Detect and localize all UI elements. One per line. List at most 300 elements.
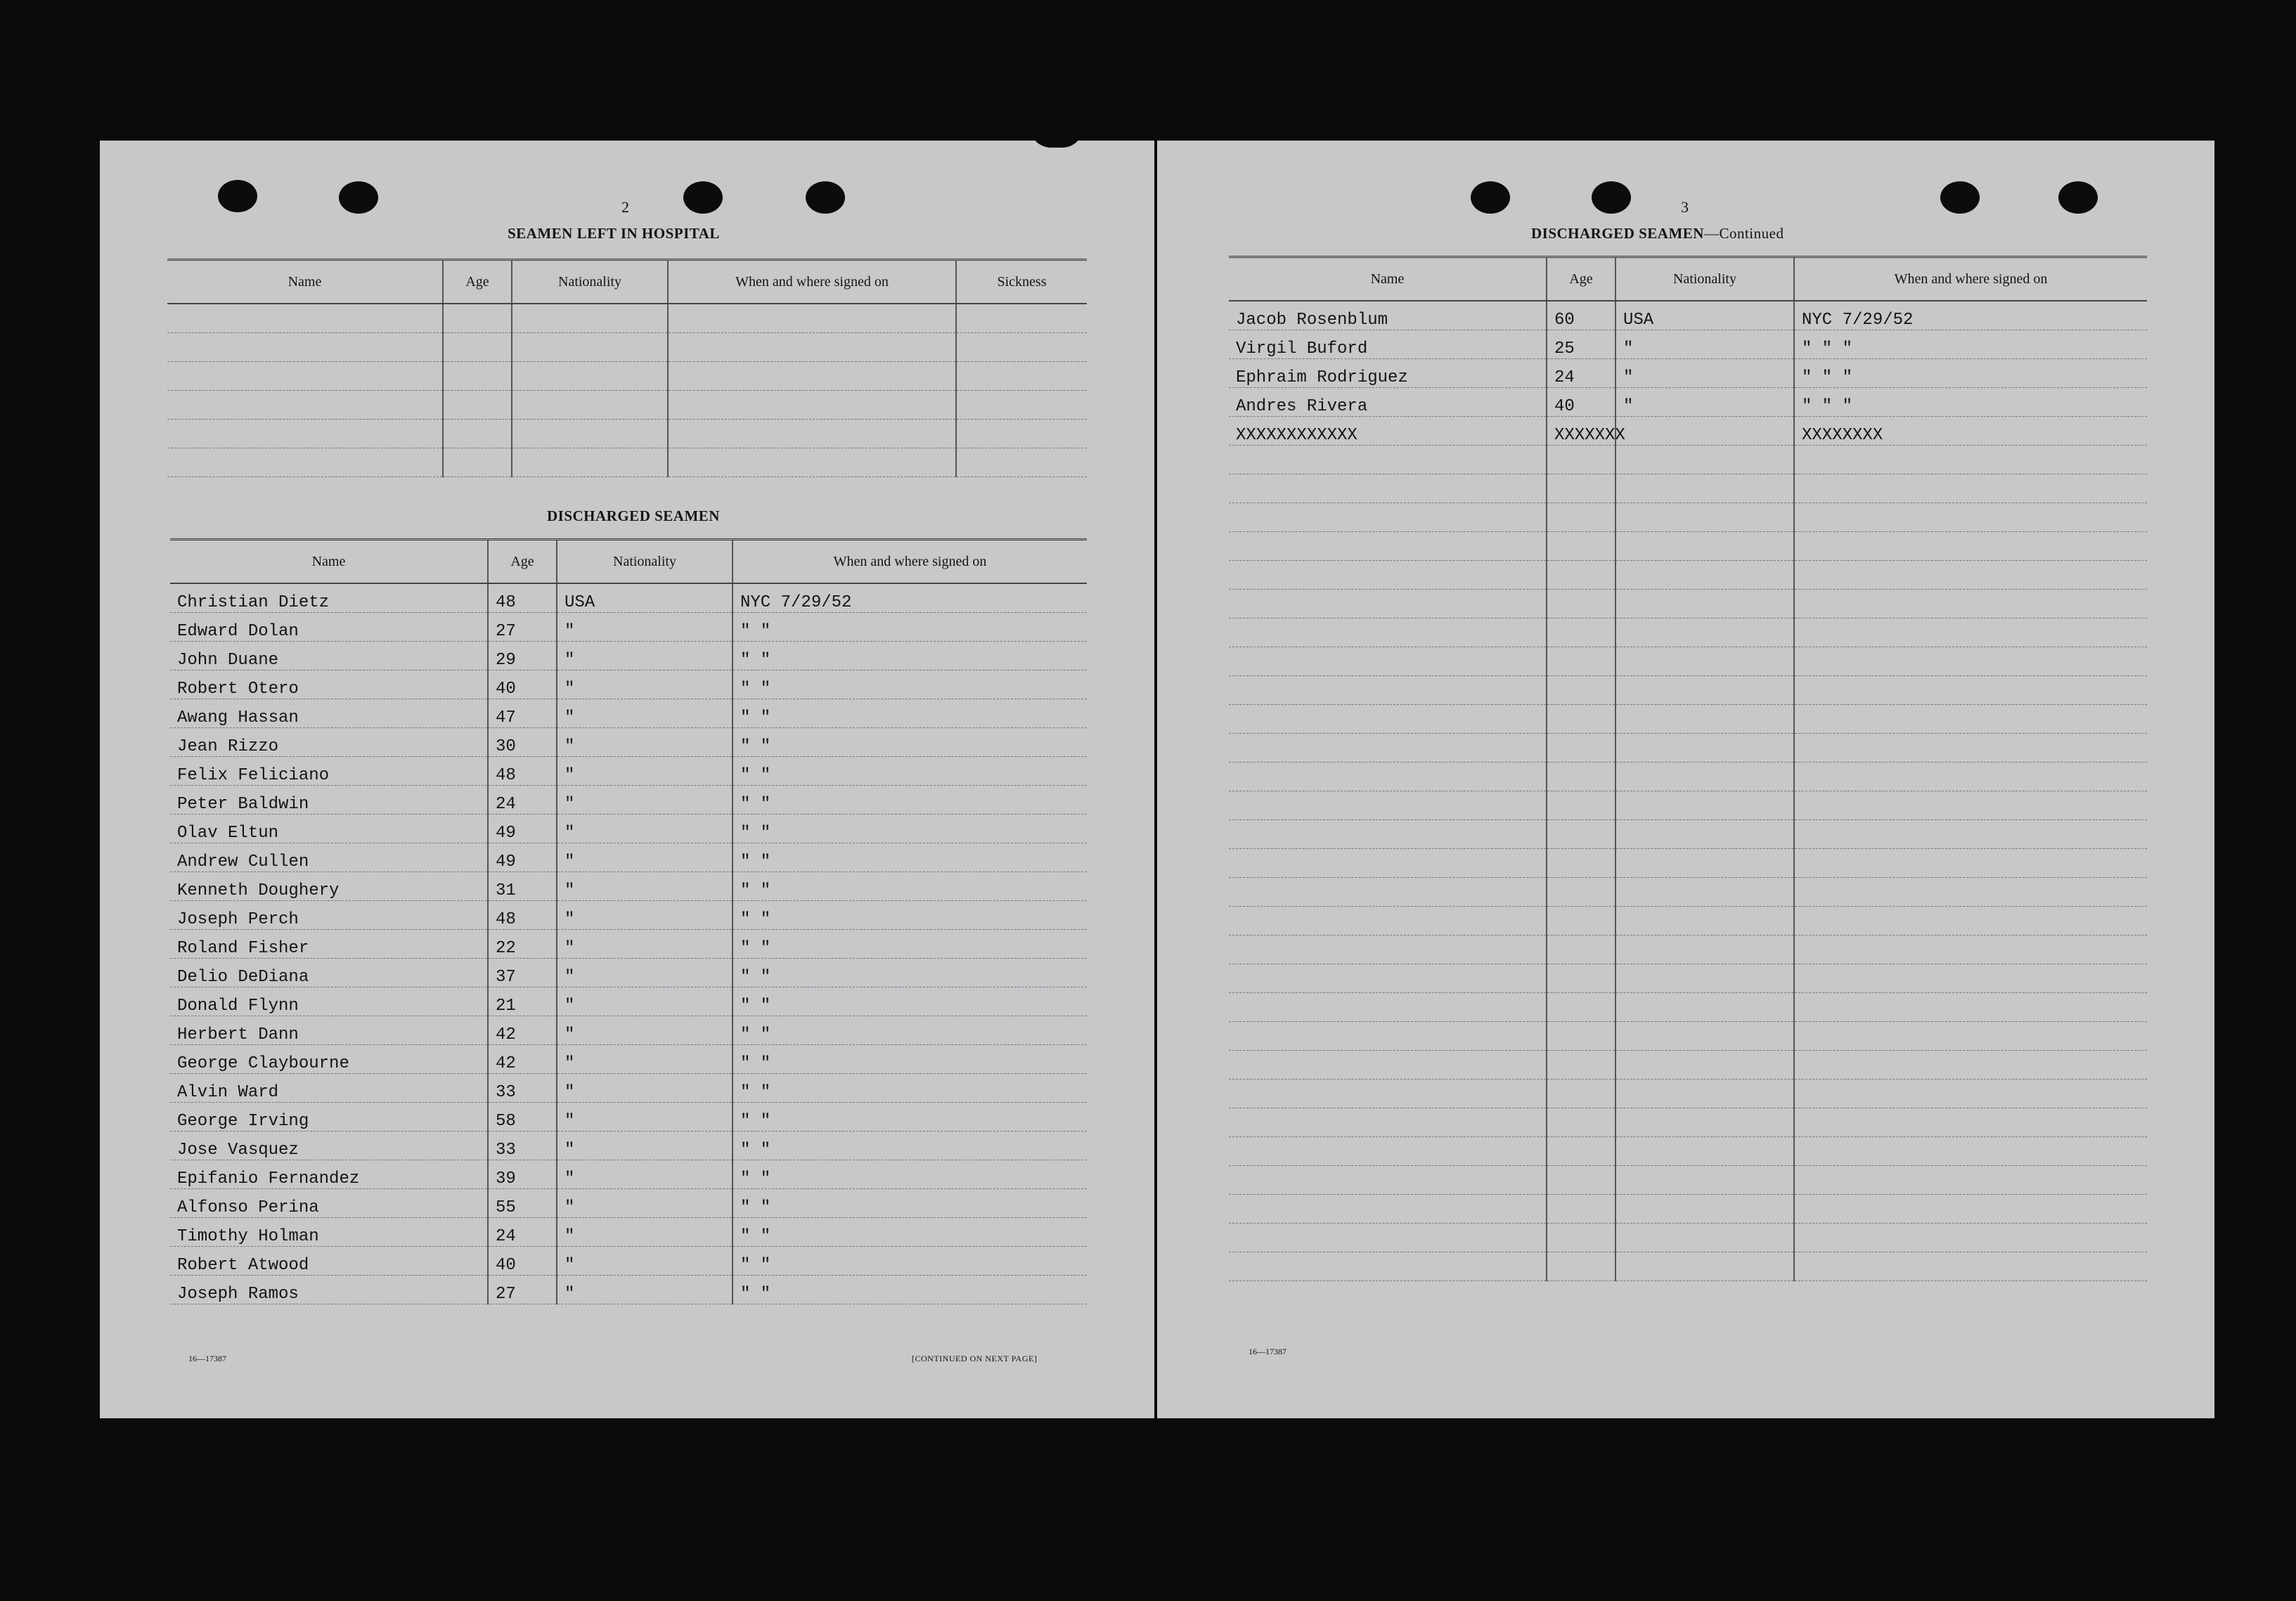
hospital-header-nationality: Nationality [512, 260, 668, 304]
table-row [1229, 388, 2147, 417]
age-cell: 40 [1547, 388, 1615, 417]
blank-row [1229, 532, 2147, 561]
name-cell: Jose Vasquez [170, 1132, 488, 1160]
when-where-cell [668, 420, 956, 448]
table-row [170, 930, 1087, 959]
when-where-cell [1794, 791, 2147, 820]
when-where-cell: " " [733, 1189, 1087, 1218]
when-where-cell: NYC 7/29/52 [1794, 301, 2147, 330]
nationality-cell [1615, 676, 1794, 705]
name-cell [1229, 618, 1547, 647]
name-cell [167, 448, 443, 477]
sickness-cell [956, 333, 1087, 362]
age-cell [1547, 878, 1615, 907]
discharged-header-nationality: Nationality [557, 540, 733, 584]
when-where-cell [1794, 532, 2147, 561]
nationality-cell: " [557, 1247, 733, 1276]
when-where-cell: " " [733, 642, 1087, 670]
age-cell [1547, 446, 1615, 474]
age-cell [1547, 1195, 1615, 1224]
age-cell: 27 [488, 1276, 557, 1304]
nationality-cell: " [557, 613, 733, 642]
age-cell: 48 [488, 757, 557, 786]
punch-hole [1592, 181, 1631, 214]
nationality-cell: " [557, 1103, 733, 1132]
name-cell: Jean Rizzo [170, 728, 488, 757]
name-cell: Andres Rivera [1229, 388, 1547, 417]
when-where-cell: " " [733, 1074, 1087, 1103]
name-cell: Awang Hassan [170, 699, 488, 728]
table-row [170, 1103, 1087, 1132]
nationality-cell [1615, 820, 1794, 849]
when-where-cell [668, 333, 956, 362]
name-cell [1229, 1080, 1547, 1108]
when-where-cell: " " [733, 930, 1087, 959]
table-row [170, 1247, 1087, 1276]
hospital-table-body [167, 304, 1087, 477]
name-cell [1229, 705, 1547, 734]
table-row [170, 1218, 1087, 1247]
nationality-cell: " [557, 1016, 733, 1045]
sickness-cell [956, 391, 1087, 420]
name-cell [1229, 446, 1547, 474]
nationality-cell: " [557, 1276, 733, 1304]
when-where-cell: " " [733, 843, 1087, 872]
continued-header-nationality: Nationality [1615, 257, 1794, 302]
when-where-cell [1794, 763, 2147, 791]
when-where-cell: " " [733, 815, 1087, 843]
table-row [170, 901, 1087, 930]
nationality-cell [1615, 935, 1794, 964]
when-where-cell [1794, 734, 2147, 763]
nationality-cell [512, 333, 668, 362]
when-where-cell [1794, 474, 2147, 503]
age-cell [1547, 820, 1615, 849]
table-row [170, 959, 1087, 987]
age-cell [443, 448, 512, 477]
nationality-cell: USA [1615, 301, 1794, 330]
blank-row [1229, 705, 2147, 734]
table-row [170, 1160, 1087, 1189]
name-cell [167, 391, 443, 420]
age-cell [1547, 503, 1615, 532]
discharged-continued-table [1229, 256, 2147, 1281]
name-cell [1229, 1022, 1547, 1051]
when-where-cell: NYC 7/29/52 [733, 583, 1087, 613]
blank-row [1229, 618, 2147, 647]
hospital-header-name: Name [167, 260, 443, 304]
name-cell [1229, 1137, 1547, 1166]
name-cell: Virgil Buford [1229, 330, 1547, 359]
punch-hole [1471, 181, 1510, 214]
name-cell [1229, 503, 1547, 532]
age-cell [1547, 618, 1615, 647]
age-cell: 31 [488, 872, 557, 901]
discharged-header-age: Age [488, 540, 557, 584]
name-cell [1229, 964, 1547, 993]
name-cell [1229, 1195, 1547, 1224]
nationality-cell [1615, 561, 1794, 590]
table-row [1229, 417, 2147, 446]
name-cell [1229, 849, 1547, 878]
age-cell: 27 [488, 613, 557, 642]
age-cell [1547, 935, 1615, 964]
when-where-cell [1794, 878, 2147, 907]
when-where-cell: " " [733, 959, 1087, 987]
nationality-cell [1615, 417, 1794, 446]
nationality-cell [1615, 1166, 1794, 1195]
name-cell [167, 304, 443, 333]
when-where-cell: " " [733, 901, 1087, 930]
hospital-header-sickness: Sickness [956, 260, 1087, 304]
name-cell: Edward Dolan [170, 613, 488, 642]
nationality-cell: " [557, 815, 733, 843]
nationality-cell [1615, 590, 1794, 618]
age-cell: 40 [488, 1247, 557, 1276]
nationality-cell [512, 420, 668, 448]
hospital-blank-row [167, 304, 1087, 333]
table-row [170, 872, 1087, 901]
age-cell [1547, 647, 1615, 676]
age-cell [1547, 763, 1615, 791]
when-where-cell [1794, 964, 2147, 993]
nationality-cell [1615, 1080, 1794, 1108]
nationality-cell: " [557, 1189, 733, 1218]
when-where-cell: XXXXXXXX [1794, 417, 2147, 446]
blank-row [1229, 1022, 2147, 1051]
age-cell [1547, 734, 1615, 763]
punch-hole [1940, 181, 1980, 214]
when-where-cell [1794, 618, 2147, 647]
nationality-cell [1615, 993, 1794, 1022]
when-where-cell [1794, 1108, 2147, 1137]
age-cell [1547, 474, 1615, 503]
continued-note: [CONTINUED ON NEXT PAGE] [912, 1354, 1038, 1363]
name-cell [1229, 474, 1547, 503]
name-cell [1229, 590, 1547, 618]
name-cell [1229, 935, 1547, 964]
when-where-cell: " " [733, 1103, 1087, 1132]
nationality-cell [512, 391, 668, 420]
name-cell [167, 362, 443, 391]
name-cell [167, 333, 443, 362]
age-cell: 24 [1547, 359, 1615, 388]
name-cell: Felix Feliciano [170, 757, 488, 786]
continued-table-body [1229, 301, 2147, 1281]
nationality-cell: " [557, 757, 733, 786]
nationality-cell [1615, 1108, 1794, 1137]
discharged-table [170, 538, 1087, 1304]
name-cell [1229, 763, 1547, 791]
when-where-cell: " " [733, 1016, 1087, 1045]
when-where-cell [1794, 1166, 2147, 1195]
when-where-cell [1794, 503, 2147, 532]
age-cell: XXXXXXX [1547, 417, 1615, 446]
name-cell: Roland Fisher [170, 930, 488, 959]
age-cell: 47 [488, 699, 557, 728]
nationality-cell: " [557, 1218, 733, 1247]
blank-row [1229, 878, 2147, 907]
when-where-cell [1794, 907, 2147, 935]
hospital-section-title: SEAMEN LEFT IN HOSPITAL [508, 225, 720, 242]
nationality-cell: " [557, 1074, 733, 1103]
sickness-cell [956, 362, 1087, 391]
name-cell: Jacob Rosenblum [1229, 301, 1547, 330]
table-row [170, 987, 1087, 1016]
when-where-cell [1794, 676, 2147, 705]
discharged-section-title: DISCHARGED SEAMEN [547, 507, 720, 524]
when-where-cell [668, 362, 956, 391]
when-where-cell [1794, 446, 2147, 474]
nationality-cell [1615, 1252, 1794, 1281]
form-number: 16—17387 [188, 1354, 226, 1363]
torn-edge [1032, 109, 1081, 148]
name-cell: Robert Otero [170, 670, 488, 699]
table-row [170, 613, 1087, 642]
name-cell: George Irving [170, 1103, 488, 1132]
punch-hole [218, 180, 257, 212]
when-where-cell: " " " [1794, 359, 2147, 388]
age-cell [1547, 561, 1615, 590]
table-row [170, 1045, 1087, 1074]
when-where-cell: " " [733, 1218, 1087, 1247]
age-cell [1547, 1137, 1615, 1166]
name-cell [1229, 1224, 1547, 1252]
discharged-header-when-where: When and where signed on [733, 540, 1087, 584]
age-cell [1547, 1022, 1615, 1051]
blank-row [1229, 676, 2147, 705]
age-cell [443, 391, 512, 420]
blank-row [1229, 935, 2147, 964]
blank-row [1229, 647, 2147, 676]
right-page [1157, 141, 2214, 1418]
table-row [170, 1132, 1087, 1160]
nationality-cell [1615, 474, 1794, 503]
hospital-table [167, 259, 1087, 477]
age-cell: 24 [488, 1218, 557, 1247]
nationality-cell [1615, 849, 1794, 878]
name-cell [1229, 1166, 1547, 1195]
nationality-cell: USA [557, 583, 733, 613]
name-cell: George Claybourne [170, 1045, 488, 1074]
discharged-continued-title [1531, 225, 1784, 242]
name-cell: Joseph Ramos [170, 1276, 488, 1304]
nationality-cell [1615, 705, 1794, 734]
when-where-cell [1794, 1022, 2147, 1051]
when-where-cell [1794, 1080, 2147, 1108]
age-cell [1547, 532, 1615, 561]
when-where-cell [1794, 935, 2147, 964]
blank-row [1229, 1080, 2147, 1108]
table-row [1229, 359, 2147, 388]
name-cell: Alvin Ward [170, 1074, 488, 1103]
when-where-cell: " " [733, 872, 1087, 901]
nationality-cell [1615, 907, 1794, 935]
blank-row [1229, 820, 2147, 849]
when-where-cell [1794, 1137, 2147, 1166]
nationality-cell [1615, 878, 1794, 907]
blank-row [1229, 964, 2147, 993]
age-cell: 48 [488, 583, 557, 613]
age-cell [443, 362, 512, 391]
when-where-cell: " " " [1794, 388, 2147, 417]
when-where-cell [1794, 647, 2147, 676]
age-cell [443, 333, 512, 362]
when-where-cell: " " [733, 699, 1087, 728]
nationality-cell [1615, 791, 1794, 820]
age-cell [1547, 791, 1615, 820]
nationality-cell: " [557, 1132, 733, 1160]
when-where-cell: " " [733, 786, 1087, 815]
age-cell: 25 [1547, 330, 1615, 359]
table-row [170, 757, 1087, 786]
age-cell: 22 [488, 930, 557, 959]
nationality-cell [512, 304, 668, 333]
nationality-cell: " [1615, 359, 1794, 388]
nationality-cell [1615, 1195, 1794, 1224]
nationality-cell [1615, 1022, 1794, 1051]
age-cell: 21 [488, 987, 557, 1016]
age-cell [443, 304, 512, 333]
nationality-cell: " [557, 670, 733, 699]
blank-row [1229, 561, 2147, 590]
hospital-header-when-where: When and where signed on [668, 260, 956, 304]
left-page [100, 141, 1154, 1418]
continued-header-age: Age [1547, 257, 1615, 302]
name-cell [1229, 532, 1547, 561]
when-where-cell: " " " [1794, 330, 2147, 359]
nationality-cell [512, 448, 668, 477]
name-cell: Donald Flynn [170, 987, 488, 1016]
table-row [170, 1016, 1087, 1045]
name-cell [1229, 907, 1547, 935]
age-cell: 60 [1547, 301, 1615, 330]
table-row [1229, 330, 2147, 359]
blank-row [1229, 1051, 2147, 1080]
nationality-cell: " [557, 1045, 733, 1074]
name-cell [1229, 734, 1547, 763]
age-cell: 39 [488, 1160, 557, 1189]
nationality-cell: " [557, 872, 733, 901]
blank-row [1229, 590, 2147, 618]
name-cell: XXXXXXXXXXXX [1229, 417, 1547, 446]
nationality-cell [1615, 1051, 1794, 1080]
name-cell [1229, 993, 1547, 1022]
when-where-cell: " " [733, 1045, 1087, 1074]
name-cell [1229, 791, 1547, 820]
name-cell: Andrew Cullen [170, 843, 488, 872]
age-cell [1547, 705, 1615, 734]
nationality-cell [1615, 446, 1794, 474]
blank-row [1229, 1166, 2147, 1195]
name-cell: Alfonso Perina [170, 1189, 488, 1218]
table-row [170, 786, 1087, 815]
nationality-cell: " [1615, 330, 1794, 359]
nationality-cell [1615, 964, 1794, 993]
nationality-cell: " [557, 843, 733, 872]
punch-hole [806, 181, 845, 214]
age-cell [1547, 1108, 1615, 1137]
nationality-cell [1615, 647, 1794, 676]
sickness-cell [956, 420, 1087, 448]
when-where-cell [1794, 1051, 2147, 1080]
when-where-cell [668, 448, 956, 477]
continued-header-name: Name [1229, 257, 1547, 302]
blank-row [1229, 1224, 2147, 1252]
blank-row [1229, 1195, 2147, 1224]
table-row [170, 1189, 1087, 1218]
age-cell [1547, 1166, 1615, 1195]
form-number: 16—17387 [1249, 1347, 1286, 1356]
name-cell [1229, 647, 1547, 676]
nationality-cell: " [557, 959, 733, 987]
age-cell [1547, 993, 1615, 1022]
age-cell: 40 [488, 670, 557, 699]
age-cell [443, 420, 512, 448]
page-number: 3 [1681, 198, 1689, 216]
nationality-cell [1615, 1224, 1794, 1252]
when-where-cell [668, 391, 956, 420]
continued-header-when-where: When and where signed on [1794, 257, 2147, 302]
table-row [170, 670, 1087, 699]
when-where-cell [1794, 993, 2147, 1022]
nationality-cell [1615, 734, 1794, 763]
blank-row [1229, 791, 2147, 820]
nationality-cell: " [557, 901, 733, 930]
title-suffix: —Continued [1703, 225, 1784, 242]
age-cell: 33 [488, 1074, 557, 1103]
age-cell: 29 [488, 642, 557, 670]
when-where-cell [1794, 1195, 2147, 1224]
blank-row [1229, 1137, 2147, 1166]
when-where-cell: " " [733, 670, 1087, 699]
nationality-cell [512, 362, 668, 391]
nationality-cell [1615, 1137, 1794, 1166]
name-cell: Herbert Dann [170, 1016, 488, 1045]
name-cell: Joseph Perch [170, 901, 488, 930]
hospital-blank-row [167, 362, 1087, 391]
name-cell: Timothy Holman [170, 1218, 488, 1247]
blank-row [1229, 907, 2147, 935]
name-cell [1229, 561, 1547, 590]
table-row [170, 815, 1087, 843]
name-cell: Olav Eltun [170, 815, 488, 843]
nationality-cell: " [557, 987, 733, 1016]
age-cell: 42 [488, 1045, 557, 1074]
when-where-cell [1794, 705, 2147, 734]
discharged-header-name: Name [170, 540, 488, 584]
age-cell [1547, 590, 1615, 618]
name-cell: Robert Atwood [170, 1247, 488, 1276]
age-cell [1547, 964, 1615, 993]
when-where-cell: " " [733, 757, 1087, 786]
blank-row [1229, 446, 2147, 474]
nationality-cell: " [557, 930, 733, 959]
table-row [170, 1074, 1087, 1103]
nationality-cell [1615, 618, 1794, 647]
when-where-cell: " " [733, 728, 1087, 757]
age-cell: 37 [488, 959, 557, 987]
blank-row [1229, 734, 2147, 763]
table-row [170, 583, 1087, 613]
table-row [170, 642, 1087, 670]
nationality-cell: " [557, 1160, 733, 1189]
name-cell: Christian Dietz [170, 583, 488, 613]
hospital-blank-row [167, 448, 1087, 477]
age-cell: 24 [488, 786, 557, 815]
age-cell: 33 [488, 1132, 557, 1160]
when-where-cell: " " [733, 1132, 1087, 1160]
